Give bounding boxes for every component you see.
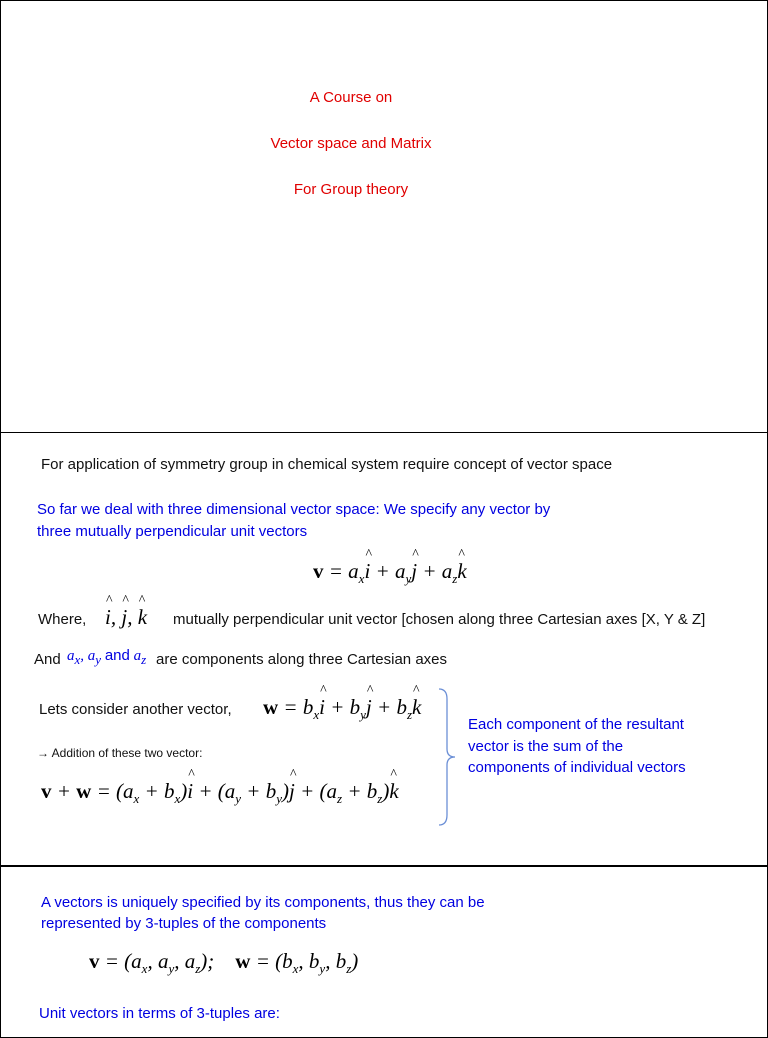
and-text: are components along three Cartesian axes — [156, 651, 448, 668]
unit-vectors-symbols: i ^, j ^, k ^ — [105, 605, 147, 630]
where-label: Where, — [38, 611, 87, 628]
another-vector-text: Lets consider another vector, — [39, 701, 232, 718]
right-brace — [437, 687, 461, 827]
intro-text: For application of symmetry group in chemical system require concept of vector space — [41, 456, 613, 473]
note-line1: Each component of the resultant — [468, 716, 684, 733]
vector-space-para-line2: three mutually perpendicular unit vectors — [37, 523, 308, 540]
vector-space-para-line1: So far we deal with three dimensional vector space: We specify any vector by — [37, 501, 551, 518]
tuples-para-line2: represented by 3-tuples of the components — [41, 915, 327, 932]
note-line3: components of individual vectors — [468, 759, 686, 776]
components-symbols: $a_x$, $a_y$ and $a_z$ — [67, 647, 147, 667]
tuples-para-line1: A vectors is uniquely specified by its components, thus they can be — [41, 894, 485, 911]
and-label: And — [34, 651, 61, 668]
course-line-2: Vector space and Matrix — [270, 135, 432, 152]
equation-v: $v = a_xi$ ^ + $a_yj$ ^ + $a_zk$ ^ — [313, 559, 467, 587]
course-line-1: A Course on — [309, 89, 393, 106]
addition-text: → Addition of these two vector: — [37, 746, 203, 760]
equation-tuples: $v = (a_x$, $a_y$, $a_z$); $w = (b_x$, $b_y$, $b_z$) — [89, 949, 359, 977]
unit-vectors-text: Unit vectors in terms of 3-tuples are: — [39, 1005, 280, 1022]
note-line2: vector is the sum of the — [468, 738, 624, 755]
where-text: mutually perpendicular unit vector [chosen along three Cartesian axes [X, Y & Z] — [173, 611, 706, 628]
tuples-slide — [0, 866, 768, 1038]
vector-space-slide — [0, 432, 768, 867]
equation-sum: $v + w = (a_x + b_x)i$ ^ + $(a_y + b_y)j$ ^ + $(a_z + b_z)k$ ^ — [41, 779, 399, 807]
title-slide — [0, 0, 768, 433]
course-line-3: For Group theory — [293, 181, 409, 198]
equation-w: $w = b_xi$ ^ + $b_yj$ ^ + $b_zk$ ^ — [263, 695, 421, 723]
